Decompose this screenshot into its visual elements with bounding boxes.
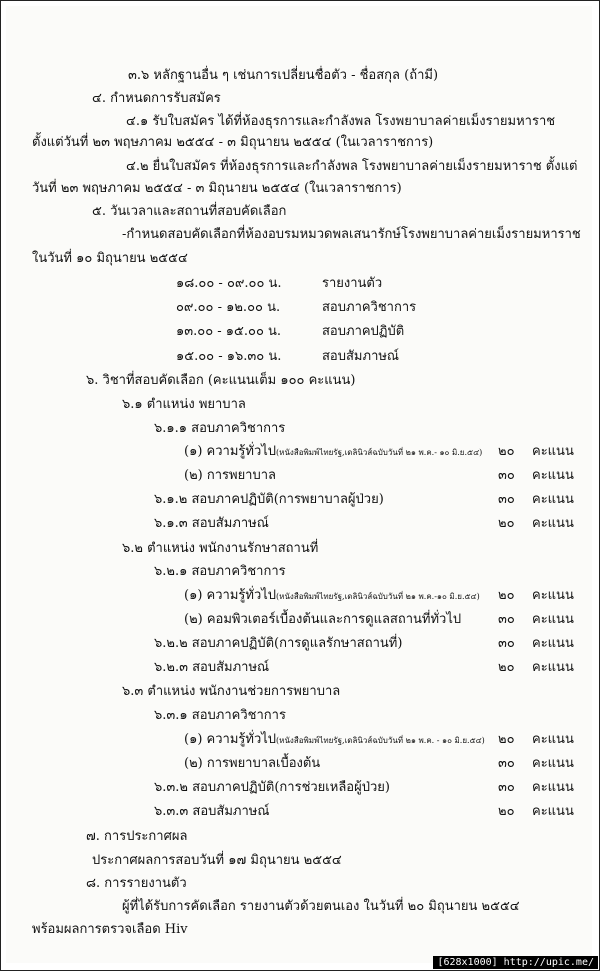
unit-6-1-1-1: คะแนน bbox=[532, 444, 574, 459]
item-6-2-1-1: (๑) ความรู้ทั่วไป(หนังสือพิมพ์ไทยรัฐ,เดลินิวส์ฉบับวันที่ ๒๑ พ.ค.-๑๐ มิ.ย.๕๔) bbox=[184, 588, 480, 603]
schedule-time-2: ๐๙.๐๐ - ๑๒.๐๐ น. bbox=[176, 300, 281, 315]
item-6-1-1-2: (๒) การพยาบาล bbox=[184, 468, 277, 483]
subject-6-3-2: ๖.๓.๒ สอบภาคปฏิบัติ(การช่วยเหลือผู้ป่วย) bbox=[154, 780, 390, 795]
line-5-location: -กำหนดสอบคัดเลือกที่ห้องอบรมหมวดพลเสนารักษ์โรงพยาบาลค่ายเม็งรายมหาราช bbox=[122, 227, 581, 242]
section-6-heading: ๖. วิชาที่สอบคัดเลือก (คะแนนเต็ม ๑๐๐ คะแนน) bbox=[86, 373, 356, 388]
subject-6-2-3: ๖.๒.๓ สอบสัมภาษณ์ bbox=[154, 660, 270, 675]
line-7-result: ประกาศผลการสอบวันที่ ๑๗ มิถุนายน ๒๕๕๔ bbox=[92, 853, 342, 868]
score-6-3-1-1: ๒๐ bbox=[498, 732, 515, 747]
line-4-1-dates: ตั้งแต่วันที่ ๒๓ พฤษภาคม ๒๕๕๔ - ๓ มิถุนายน ๒๕๕๔ (ในเวลาราชการ) bbox=[32, 135, 434, 150]
schedule-time-3: ๑๓.๐๐ - ๑๕.๐๐ น. bbox=[176, 324, 282, 339]
score-6-2-2: ๓๐ bbox=[498, 636, 515, 651]
unit-6-2-2: คะแนน bbox=[532, 636, 574, 651]
score-6-3-1-2: ๓๐ bbox=[498, 756, 515, 771]
schedule-time-4: ๑๕.๐๐ - ๑๖.๓๐ น. bbox=[176, 349, 282, 364]
line-8-hiv: พร้อมผลการตรวจเลือด Hiv bbox=[32, 922, 188, 937]
line-3-6: ๓.๖ หลักฐานอื่น ๆ เช่นการเปลี่ยนชื่อตัว - ชื่อสกุล (ถ้ามี) bbox=[128, 68, 439, 83]
unit-6-3-1-2: คะแนน bbox=[532, 756, 574, 771]
document-page bbox=[6, 6, 592, 963]
score-6-1-3: ๒๐ bbox=[498, 516, 515, 531]
line-4-2: ๔.๒ ยื่นใบสมัคร ที่ห้องธุรการและกำลังพล โรงพยาบาลค่ายเม็งรายมหาราช ตั้งแต่ bbox=[126, 159, 578, 174]
unit-6-2-1-2: คะแนน bbox=[532, 612, 574, 627]
schedule-item-2: สอบภาควิชาการ bbox=[322, 300, 417, 315]
unit-6-1-3: คะแนน bbox=[532, 516, 574, 531]
section-8-heading: ๘. การรายงานตัว bbox=[86, 876, 187, 891]
unit-6-1-1-2: คะแนน bbox=[532, 468, 574, 483]
unit-6-1-2: คะแนน bbox=[532, 492, 574, 507]
schedule-time-1: ๑๘.๐๐ - ๐๙.๐๐ น. bbox=[176, 276, 282, 291]
item-6-2-1-2: (๒) คอมพิวเตอร์เบื้องต้นและการดูแลสถานที่ทั่วไป bbox=[184, 612, 462, 627]
unit-6-3-2: คะแนน bbox=[532, 780, 574, 795]
score-6-2-1-2: ๓๐ bbox=[498, 612, 515, 627]
subject-6-1-3: ๖.๑.๓ สอบสัมภาษณ์ bbox=[154, 516, 269, 531]
score-6-3-2: ๓๐ bbox=[498, 780, 515, 795]
score-6-1-1-2: ๓๐ bbox=[498, 468, 515, 483]
unit-6-2-1-1: คะแนน bbox=[532, 588, 574, 603]
line-4-2-dates: วันที่ ๒๓ พฤษภาคม ๒๕๕๔ - ๓ มิถุนายน ๒๕๕๔ (ในเวลาราชการ) bbox=[32, 181, 402, 196]
score-6-1-2: ๓๐ bbox=[498, 492, 515, 507]
line-4-1: ๔.๑ รับใบสมัคร ได้ที่ห้องธุรการและกำลังพล โรงพยาบาลค่ายเม็งรายมหาราช bbox=[126, 114, 556, 129]
section-5-heading: ๕. วันเวลาและสถานที่สอบคัดเลือก bbox=[92, 204, 287, 219]
section-4-heading: ๔. กำหนดการรับสมัคร bbox=[92, 91, 221, 106]
subject-6-1-1: ๖.๑.๑ สอบภาควิชาการ bbox=[154, 421, 286, 436]
score-6-1-1-1: ๒๐ bbox=[498, 444, 515, 459]
score-6-2-1-1: ๒๐ bbox=[498, 588, 515, 603]
schedule-item-3: สอบภาคปฏิบัติ bbox=[322, 324, 405, 339]
score-6-2-3: ๒๐ bbox=[498, 660, 515, 675]
score-6-3-3: ๒๐ bbox=[498, 804, 515, 819]
schedule-item-1: รายงานตัว bbox=[322, 276, 383, 291]
unit-6-3-1-1: คะแนน bbox=[532, 732, 574, 747]
subject-6-2-2: ๖.๒.๒ สอบภาคปฏิบัติ(การดูแลรักษาสถานที่) bbox=[154, 636, 403, 651]
item-6-3-1-1: (๑) ความรู้ทั่วไป(หนังสือพิมพ์ไทยรัฐ,เดลินิวส์ฉบับวันที่ ๒๑ พ.ค. - ๑๐ มิ.ย.๕๔) bbox=[184, 732, 485, 747]
item-6-1-1-1: (๑) ความรู้ทั่วไป(หนังสือพิมพ์ไทยรัฐ,เดลินิวส์ฉบับวันที่ ๒๑ พ.ค.- ๑๐ มิ.ย.๕๔) bbox=[184, 444, 483, 459]
schedule-item-4: สอบสัมภาษณ์ bbox=[322, 349, 399, 364]
unit-6-2-3: คะแนน bbox=[532, 660, 574, 675]
position-6-3: ๖.๓ ตำแหน่ง พนักงานช่วยการพยาบาล bbox=[122, 684, 341, 699]
line-8-report: ผู้ที่ได้รับการคัดเลือก รายงานตัวด้วยตนเอง ในวันที่ ๒๐ มิถุนายน ๒๕๕๔ bbox=[122, 899, 520, 914]
subject-6-3-1: ๖.๓.๑ สอบภาควิชาการ bbox=[154, 708, 286, 723]
line-5-date: ในวันที่ ๑๐ มิถุนายน ๒๕๕๔ bbox=[32, 251, 188, 266]
position-6-1: ๖.๑ ตำแหน่ง พยาบาล bbox=[122, 397, 246, 412]
position-6-2: ๖.๒ ตำแหน่ง พนักงานรักษาสถานที่ bbox=[122, 541, 319, 556]
unit-6-3-3: คะแนน bbox=[532, 804, 574, 819]
image-host-watermark: [628x1000] http://upic.me/ bbox=[433, 956, 598, 969]
section-7-heading: ๗. การประกาศผล bbox=[86, 829, 188, 844]
subject-6-1-2: ๖.๑.๒ สอบภาคปฏิบัติ(การพยาบาลผู้ป่วย) bbox=[154, 492, 384, 507]
subject-6-2-1: ๖.๒.๑ สอบภาควิชาการ bbox=[154, 564, 286, 579]
item-6-3-1-2: (๒) การพยาบาลเบื้องต้น bbox=[184, 756, 321, 771]
subject-6-3-3: ๖.๓.๓ สอบสัมภาษณ์ bbox=[154, 804, 270, 819]
